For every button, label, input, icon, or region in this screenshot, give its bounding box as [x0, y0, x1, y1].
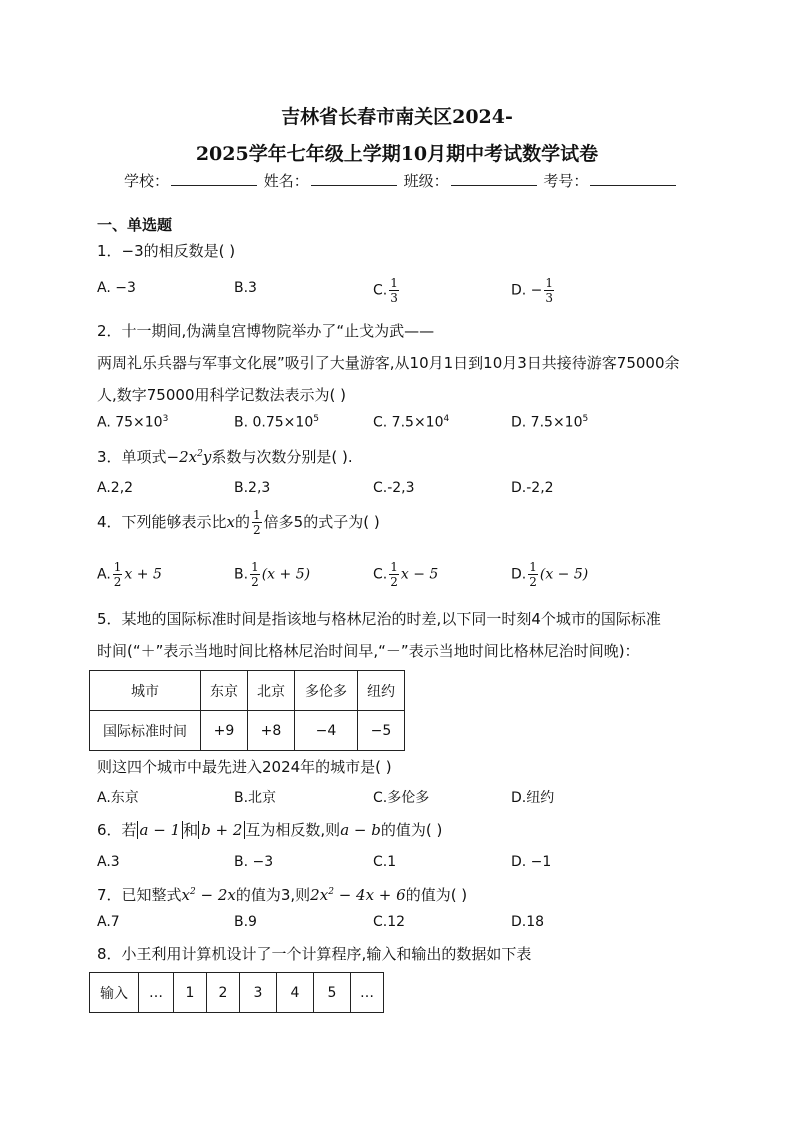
q5-table-header: 东京 [201, 671, 248, 711]
q6-pre: 6．若 [97, 821, 137, 839]
q4-num: 1 [253, 508, 261, 522]
q7-pre: 7．已知整式 [97, 886, 182, 904]
title-line-1: 吉林省长春市南关区2024- [281, 106, 513, 128]
q7-e1b: − 2x [195, 886, 236, 904]
q3-option-b: B.2,3 [234, 480, 271, 496]
q8-table-cell: 4 [277, 973, 314, 1013]
q2-a-base: A. 75×10 [97, 414, 163, 431]
q7-stem [97, 884, 467, 905]
q4-c-post: x − 5 [400, 566, 439, 583]
q4-fraction [252, 508, 262, 537]
q4-b-den: 2 [251, 575, 259, 589]
q4-b-post: (x + 5) [261, 566, 311, 583]
q4-b-pre: B. [234, 566, 249, 583]
q5-option-c: C.多伦多 [373, 790, 430, 806]
q1-d-den: 3 [545, 291, 554, 305]
q4-b-fraction [250, 560, 260, 589]
q1-c-fraction [389, 276, 399, 305]
q4-a-num: 1 [113, 560, 122, 574]
q8-table [89, 972, 384, 1013]
q5-table-cell: +8 [248, 711, 295, 751]
q4-pre: 4．下列能够表示比 [97, 513, 227, 531]
q6-post: 的值为( ) [380, 821, 443, 839]
q1-d-num: 1 [545, 276, 554, 290]
q3-expr: −2x [166, 448, 198, 466]
q6-option-b: B. −3 [234, 854, 274, 870]
q4-a-fraction [113, 560, 123, 589]
class-label: 班级： [403, 172, 449, 190]
q5-line-2: 时间(“＋”表示当地时间比格林尼治时间早,“－”表示当地时间比格林尼治时间晚)： [97, 642, 640, 660]
q3-option-d: D.-2,2 [511, 480, 554, 496]
q7-e1a: x [181, 886, 191, 904]
q8-stem: 8．小王利用计算机设计了一个计算程序,输入和输出的数据如下表 [97, 945, 532, 963]
q2-a-exp: 3 [162, 414, 169, 424]
q5-line-3: 则这四个城市中最先进入2024年的城市是( ) [97, 758, 392, 776]
student-info-row [124, 170, 678, 191]
q6-and: 和 [183, 821, 199, 839]
q4-x: x [226, 513, 236, 531]
school-label: 学校： [124, 172, 170, 190]
q2-line-1: 2．十一期间,伪满皇宫博物院举办了“止戈为武—— [97, 322, 435, 340]
q5-line-1: 5．某地的国际标准时间是指该地与格林尼治的时差,以下同一时刻4个城市的国际标准 [97, 610, 661, 628]
number-blank [590, 171, 676, 186]
q1-c-prefix: C. [373, 282, 388, 299]
q2-option-a [97, 414, 168, 431]
q6-stem [97, 819, 442, 840]
q5-table-header-row [90, 671, 405, 711]
q6-mid: 互为相反数,则 [245, 821, 341, 839]
q5-table-cell: −4 [295, 711, 358, 751]
q4-post: 倍多5的式子为( ) [263, 513, 380, 531]
class-blank [451, 171, 537, 186]
q2-option-d [511, 414, 588, 431]
q8-table-cell: … [139, 973, 174, 1013]
q6-option-d: D. −1 [511, 854, 552, 870]
q4-options [97, 560, 697, 600]
q5-table [89, 670, 405, 751]
q4-c-den: 2 [390, 575, 398, 589]
q4-a-pre: A. [97, 566, 111, 583]
q6-abs-2: b + 2 [198, 821, 245, 839]
q4-d-fraction [528, 560, 538, 589]
q7-post: 的值为( ) [405, 886, 468, 904]
q8-table-cell: 输入 [90, 973, 139, 1013]
q3-post: 系数与次数分别是( ). [211, 448, 353, 466]
q8-table-cell: 3 [240, 973, 277, 1013]
q7-mid: 的值为3,则 [235, 886, 311, 904]
q7-option-b: B.9 [234, 914, 257, 930]
title-line-2: 2025学年七年级上学期10月期中考试数学试卷 [195, 143, 599, 165]
q5-option-b: B.北京 [234, 790, 277, 806]
q5-table-cell: −5 [358, 711, 405, 751]
name-blank [311, 171, 397, 186]
q4-den: 2 [253, 523, 261, 537]
q1-options [97, 276, 697, 316]
q7-option-c: C.12 [373, 914, 406, 930]
q8-table-cell: 2 [207, 973, 240, 1013]
q1-option-b: B.3 [234, 280, 257, 296]
q3-exp: 2 [197, 449, 203, 459]
q5-table-header: 多伦多 [295, 671, 358, 711]
q4-stem [97, 508, 380, 537]
q5-table-cell: +9 [201, 711, 248, 751]
q1-option-a: A. −3 [97, 280, 136, 296]
q5-table-row [90, 711, 405, 751]
q2-d-exp: 5 [582, 414, 589, 424]
q7-e2exp: 2 [328, 887, 334, 897]
q2-option-b [234, 414, 319, 431]
q6-option-a: A.3 [97, 854, 120, 870]
q3-y: y [202, 448, 212, 466]
q7-option-d: D.18 [511, 914, 545, 930]
q1-option-c [373, 276, 401, 305]
name-label: 姓名： [263, 172, 309, 190]
q2-d-base: D. 7.5×10 [511, 414, 583, 431]
q4-option-d [511, 560, 588, 589]
q4-c-pre: C. [373, 566, 388, 583]
q1-d-fraction [544, 276, 554, 305]
q8-table-cell: … [351, 973, 384, 1013]
q4-option-b [234, 560, 310, 589]
q3-option-c: C.-2,3 [373, 480, 415, 496]
q2-b-exp: 5 [313, 414, 319, 424]
q1-d-prefix: D. − [511, 282, 543, 299]
q4-a-post: x + 5 [124, 566, 162, 583]
q6-abs-1: a − 1 [137, 821, 184, 839]
q7-e2a: 2x [310, 886, 329, 904]
q8-table-row [90, 973, 384, 1013]
q2-c-base: C. 7.5×10 [373, 414, 444, 431]
q1-stem: 1．−3的相反数是( ) [97, 242, 236, 260]
q3-stem [97, 446, 353, 467]
q6-expr: a − b [340, 821, 381, 839]
number-label: 考号： [543, 172, 589, 190]
q3-option-a: A.2,2 [97, 480, 134, 496]
q2-line-3: 人,数字75000用科学记数法表示为( ) [97, 386, 346, 404]
q4-d-post: (x − 5) [539, 566, 589, 583]
q4-c-fraction [389, 560, 399, 589]
q7-option-a: A.7 [97, 914, 120, 930]
q4-mid: 的 [235, 513, 251, 531]
q4-b-num: 1 [251, 560, 259, 574]
q8-table-cell: 1 [174, 973, 207, 1013]
q7-e1exp: 2 [190, 887, 196, 897]
q4-d-pre: D. [511, 566, 527, 583]
q4-a-den: 2 [113, 575, 122, 589]
q1-c-num: 1 [390, 276, 398, 290]
q4-d-den: 2 [529, 575, 537, 589]
q4-d-num: 1 [529, 560, 537, 574]
q4-option-a [97, 560, 162, 589]
q6-option-c: C.1 [373, 854, 397, 870]
q1-c-den: 3 [390, 291, 398, 305]
q2-c-exp: 4 [443, 414, 450, 424]
q5-table-header: 北京 [248, 671, 295, 711]
q5-option-d: D.纽约 [511, 790, 555, 806]
q5-table-cell: 国际标准时间 [90, 711, 201, 751]
q2-line-2: 两周礼乐兵器与军事文化展”吸引了大量游客,从10月1日到10月3日共接待游客75000余 [97, 354, 680, 372]
q2-option-c [373, 414, 449, 431]
school-blank [171, 171, 257, 186]
section-heading: 一、单选题 [97, 216, 173, 234]
q8-table-cell: 5 [314, 973, 351, 1013]
q4-option-c [373, 560, 438, 589]
q7-e2b: − 4x + 6 [333, 886, 406, 904]
q1-option-d [511, 276, 556, 305]
q3-pre: 3．单项式 [97, 448, 167, 466]
q5-table-header: 城市 [90, 671, 201, 711]
q4-c-num: 1 [390, 560, 398, 574]
q2-b-base: B. 0.75×10 [234, 414, 314, 431]
q5-table-header: 纽约 [358, 671, 405, 711]
q5-option-a: A.东京 [97, 790, 139, 806]
